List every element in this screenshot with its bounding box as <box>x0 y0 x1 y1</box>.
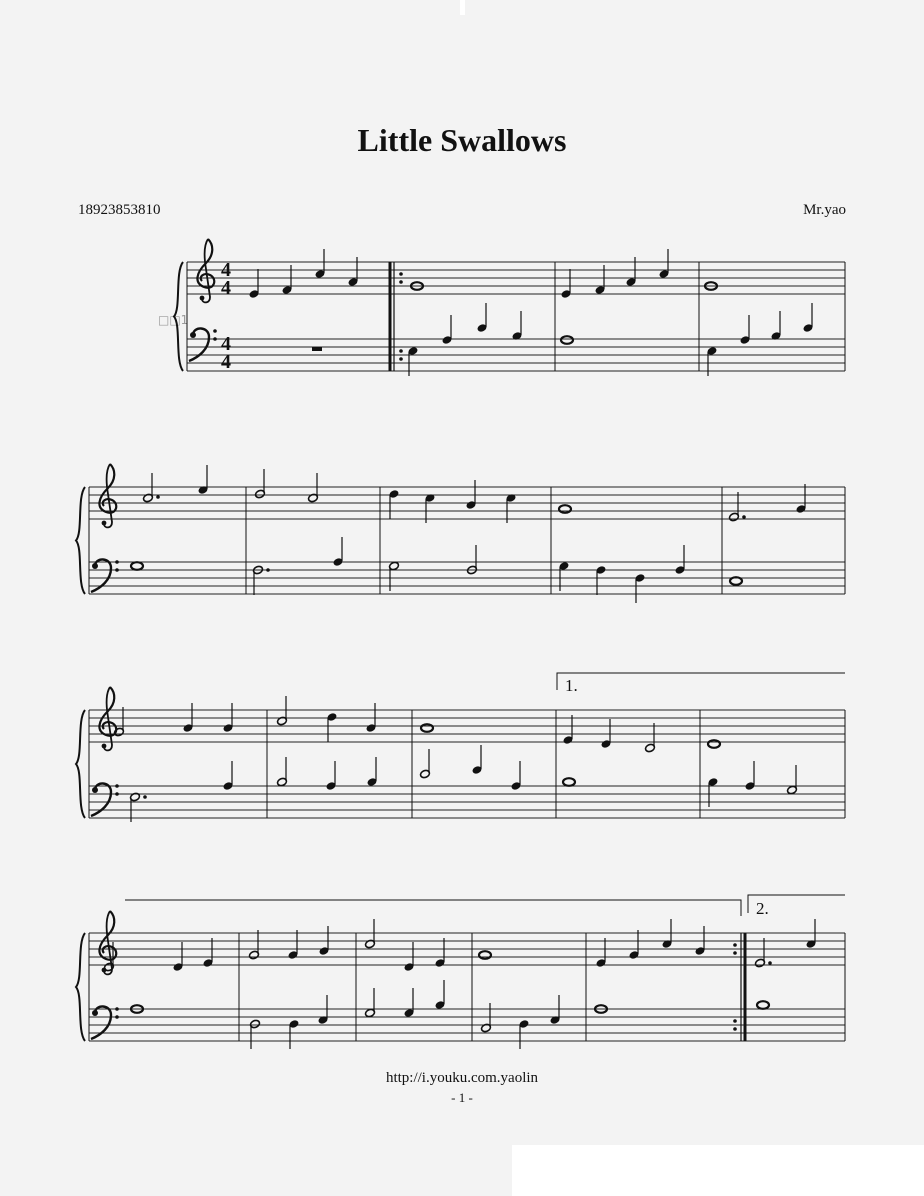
note-head <box>131 562 143 570</box>
time-sig-top-treble: 4 <box>221 259 231 281</box>
time-sig-bottom-bass: 4 <box>221 351 231 373</box>
treble-clef-icon <box>99 464 116 527</box>
augmentation-dot <box>399 272 403 276</box>
note-head <box>421 724 433 732</box>
treble-clef-icon <box>197 239 214 302</box>
augmentation-dot <box>143 795 147 799</box>
system-brace <box>76 933 85 1041</box>
note-head <box>757 1001 769 1009</box>
bass-clef-icon <box>91 783 119 816</box>
augmentation-dot <box>156 495 160 499</box>
augmentation-dot <box>742 515 746 519</box>
augmentation-dot <box>399 357 403 361</box>
time-sig-top-bass: 4 <box>221 333 231 355</box>
page-number: - 1 - <box>451 1090 473 1105</box>
bass-clef-icon <box>91 559 119 592</box>
augmentation-dot <box>733 1019 737 1023</box>
augmentation-dot <box>399 280 403 284</box>
system-brace <box>76 487 85 594</box>
composer-name: Mr.yao <box>803 202 846 218</box>
augmentation-dot <box>733 943 737 947</box>
note-head <box>479 951 491 959</box>
volta-first-bracket <box>557 673 845 690</box>
staff-lines <box>89 262 845 1041</box>
notation-marks <box>76 249 845 1049</box>
augmentation-dot <box>266 568 270 572</box>
volta-first-extension <box>125 900 741 916</box>
system-brace <box>174 262 183 371</box>
note-head <box>563 778 575 786</box>
augmentation-dot <box>733 1027 737 1031</box>
note-head <box>559 505 571 513</box>
augmentation-dot <box>399 349 403 353</box>
note-head <box>561 336 573 344</box>
instrument-label: □□1 <box>158 313 189 327</box>
bass-clef-icon <box>91 1006 119 1039</box>
bass-clef-icon <box>189 328 217 361</box>
treble-clef-icon <box>99 687 116 750</box>
augmentation-dot <box>733 951 737 955</box>
time-sig-bottom-treble: 4 <box>221 277 231 299</box>
note-head <box>708 740 720 748</box>
volta-second-label: 2. <box>756 899 769 918</box>
volta-first-label: 1. <box>565 676 578 695</box>
system-brace <box>76 710 85 818</box>
augmentation-dot <box>768 961 772 965</box>
page-title: Little Swallows <box>357 122 567 158</box>
whole-rest <box>312 347 322 351</box>
footer-url[interactable]: http://i.youku.com.yaolin <box>385 1070 539 1086</box>
phone-number: 18923853810 <box>78 202 161 218</box>
